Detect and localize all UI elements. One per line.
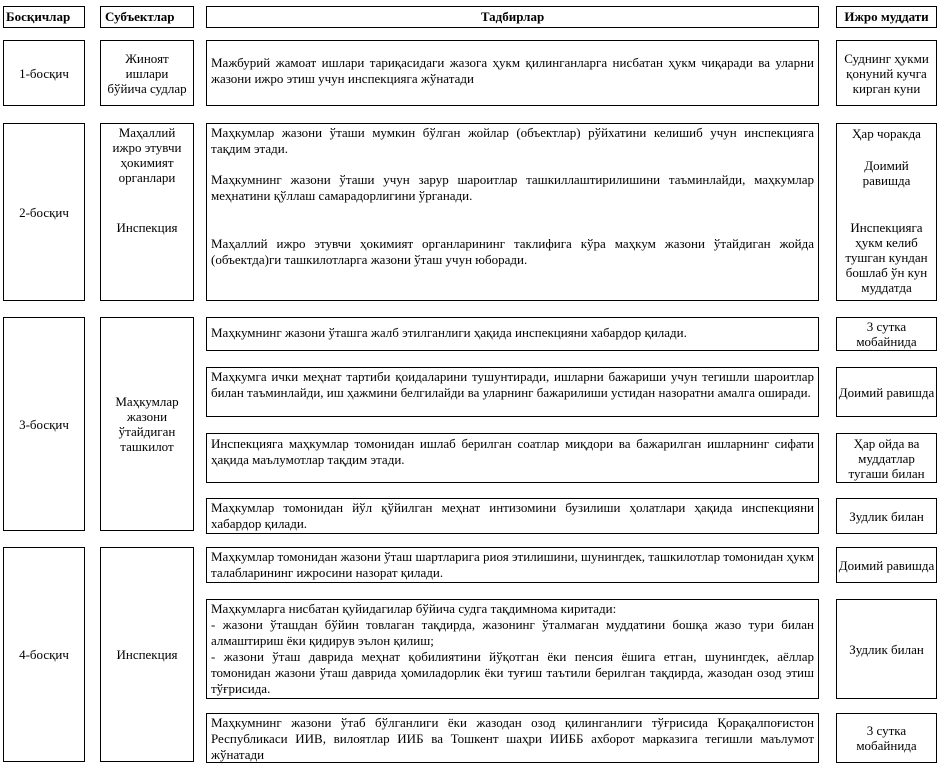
stage-3-measure-1: Маҳкумнинг жазони ўташга жалб этилганлиги ҳақида инспекцияни хабардор қилади. [206, 317, 819, 351]
stage-3-measure-2: Маҳкумга ички меҳнат тартиби қоидаларини тушунтиради, ишларни бажариши учун тегишли шароитлар билан таъминлайди, иш ҳажмини белгилайди ва уларнинг бажарилиши устидан назоратни амалга оширади. [206, 367, 819, 417]
stage-2-deadline-3: Инспекцияга ҳукм келиб тушган кундан бошлаб ўн кун муддатда [845, 220, 928, 295]
stage-4-measure-2 [206, 599, 819, 699]
stage-2-label: 2-босқич [3, 123, 85, 301]
stage-2-deadlines [836, 123, 937, 301]
stage-4-measure-2-item-1: - жазони ўташдан бўйин товлаган тақдирда, жазонинг ўталмаган муддатини бошқа жазо тури билан алмаштириш ёки қидирув эълон қилиш; [211, 617, 814, 648]
stage-4-measure-1: Маҳкумлар томонидан жазони ўташ шартларига риоя этилишини, шунингдек, ташкилотлар томонидан ҳукм талабларининг ижросини назорат қилади. [206, 547, 819, 583]
stage-1-subject: Жиноят ишлари бўйича судлар [100, 40, 194, 106]
stage-3-measure-3: Инспекцияга маҳкумлар томонидан ишлаб берилган соатлар миқдори ва бажарилган ишларнинг сифати ҳақида маълумотлар тақдим этади. [206, 433, 819, 483]
stage-4-label: 4-босқич [3, 547, 85, 762]
stage-2-subject [100, 123, 194, 301]
stage-3-measure-4: Маҳкумлар томонидан йўл қўйилган меҳнат интизомини бузилиши ҳолатлари ҳақида инспекцияни хабардор қилади. [206, 498, 819, 534]
stage-2-deadline-1: Ҳар чоракда [852, 126, 921, 141]
stage-2-measures [206, 123, 819, 301]
stage-4-deadline-1: Доимий равишда [836, 547, 937, 583]
stage-4-deadline-2: Зудлик билан [836, 599, 937, 699]
stage-2-subject-inspection: Инспекция [116, 220, 178, 235]
stage-4-measure-2-intro: Маҳкумларга нисбатан қуйидагилар бўйича судга тақдимнома киритади: [211, 601, 617, 616]
stage-4-measure-2-item-2: - жазони ўташ даврида меҳнат қобилиятини йўқотган ёки пенсия ёшига етган, шунингдек, аёллар томонидан жазони ўташ даврида ҳомиладорлик ёки туғиш таътили берилган тақдирда, жазодан озод этиш тўғрисида. [211, 649, 814, 696]
stage-4-subject: Инспекция [100, 547, 194, 762]
header-measures: Тадбирлар [206, 6, 819, 28]
stage-3-deadline-2: Доимий равишда [836, 367, 937, 417]
stage-4-measure-3: Маҳкумнинг жазони ўтаб бўлганлиги ёки жазодан озод қилинганлиги тўғрисида Қорақалпоғистон Республикаси ИИВ, вилоятлар ИИБ ва Тошкент шаҳри ИИББ ахборот марказига тегишли маълумот жўнатади [206, 713, 819, 763]
stage-3-deadline-1: 3 сутка мобайнида [836, 317, 937, 351]
stage-1-label: 1-босқич [3, 40, 85, 106]
stage-2-deadline-2: Доимий равишда [862, 158, 911, 188]
header-subjects: Субъектлар [100, 6, 194, 28]
stage-3-subject: Маҳкумлар жазони ўтайдиган ташкилот [100, 317, 194, 531]
stage-2-subject-local-authorities: Маҳаллий ижро этувчи ҳокимият органлари [112, 125, 182, 185]
stage-1-measure: Мажбурий жамоат ишлари тариқасидаги жазога ҳукм қилинганларга нисбатан ҳукм чиқаради ва уларни жазони ижро этиш учун инспекцияга жўнатади [206, 40, 819, 106]
stage-2-measure-1: Маҳкумлар жазони ўташи мумкин бўлган жойлар (объектлар) рўйхатини келишиб учун инспекцияга тақдим этади. [211, 125, 814, 156]
stage-2-measure-2: Маҳкумнинг жазони ўташи учун зарур шароитлар ташкиллаштирилишини таъминлайди, маҳкумлар меҳнатини қўллаш самарадорлигини ўрганади. [211, 172, 814, 203]
stage-4-deadline-3: 3 сутка мобайнида [836, 713, 937, 763]
stage-1-deadline: Суднинг ҳукми қонуний кучга кирган куни [836, 40, 937, 106]
stage-3-deadline-3: Ҳар ойда ва муддатлар тугаши билан [836, 433, 937, 483]
stage-2-measure-3: Маҳаллий ижро этувчи ҳокимият органларининг таклифига кўра маҳкум жазони ўтайдиган жойда (объектда)ги ташкилотларга жазони ўташ учун юборади. [211, 236, 814, 267]
stage-3-deadline-4: Зудлик билан [836, 498, 937, 534]
header-deadline: Ижро муддати [836, 6, 937, 28]
stage-3-label: 3-босқич [3, 317, 85, 531]
header-stages: Босқичлар [3, 6, 85, 28]
